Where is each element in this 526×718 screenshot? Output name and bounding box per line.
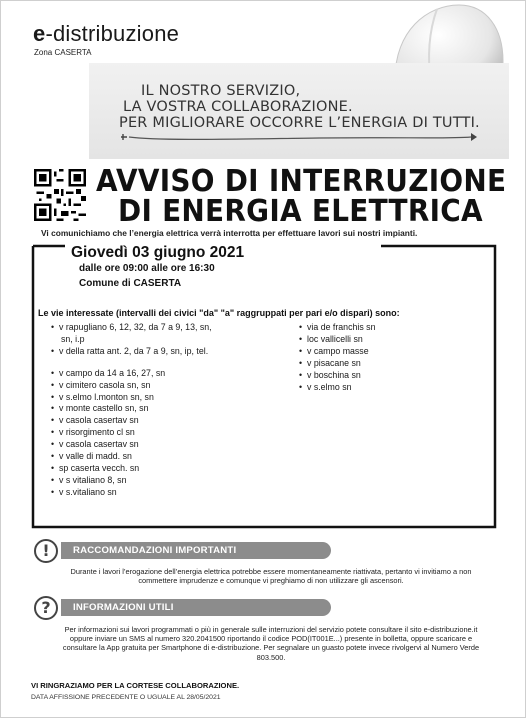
informazioni-text: Per informazioni sui lavori programmati o più in generale sulle interruzioni del servizio potete consultare il sito e-distribuzione.it oppure inviare un SMS al numero 320.2041500 riportando il codice POD(IT001E...) presente in bolletta, oppure scaricare e consultare la App gratuita per Smartphone di e-distribuzione. Per segnalare un guasto potete invece rivolgervi al Numero Verde 803.500. — [62, 625, 480, 662]
comune-label: Comune di CASERTA — [79, 278, 182, 289]
slogan-line-2: LA VOSTRA COLLABORAZIONE. — [123, 99, 353, 115]
streets-list-left — [51, 322, 296, 499]
list-item: • v campo masse — [299, 346, 479, 358]
list-item: • v della ratta ant. 2, da 7 a 9, sn, ip, tel. — [51, 346, 296, 358]
list-item: • v casola casertav sn — [51, 415, 296, 427]
list-item: • v cimitero casola sn, sn — [51, 380, 296, 392]
list-item: • v campo da 14 a 16, 27, sn — [51, 368, 296, 380]
slogan-line-1: IL NOSTRO SERVIZIO, — [141, 83, 301, 99]
list-item: • via de franchis sn — [299, 322, 479, 334]
brand-logo: e-distribuzione — [33, 21, 180, 46]
list-item: sn, i.p — [61, 333, 85, 344]
plug-cable-icon — [119, 129, 479, 141]
affix-date-text: DATA AFFISSIONE PRECEDENTE O UGUALE AL 28/05/2021 — [31, 694, 221, 701]
slogan-line-3: PER MIGLIORARE OCCORRE L’ENERGIA DI TUTTI. — [119, 115, 480, 131]
raccomandazioni-text: Durante i lavori l’erogazione dell’energia elettrica potrebbe essere momentaneamente riattivata, pertanto vi invitiamo a non commettere imprudenze e comunque vi preghiamo di non utilizzare gli ascensori. — [70, 567, 472, 586]
interruption-date: Giovedì 03 giugno 2021 — [71, 244, 245, 261]
list-item: • v boschina sn — [299, 370, 479, 382]
streets-list-right — [299, 322, 479, 393]
qr-code-icon — [34, 169, 86, 221]
streets-heading: Le vie interessate (intervalli dei civici "da" "a" raggruppati per pari e/o dispari) sono: — [38, 308, 400, 318]
notice-title-line-2: DI ENERGIA ELETTRICA — [118, 194, 483, 229]
warning-icon: ! — [34, 539, 58, 563]
list-item: • v s.vitaliano sn — [51, 487, 296, 499]
list-item: • loc vallicelli sn — [299, 334, 479, 346]
list-item: • v monte castello sn, sn — [51, 403, 296, 415]
list-item: • v valle di madd. sn — [51, 451, 296, 463]
thanks-text: VI RINGRAZIAMO PER LA CORTESE COLLABORAZIONE. — [31, 681, 240, 690]
zona-label: Zona CASERTA — [34, 48, 92, 57]
notice-title-line-1: AVVISO DI INTERRUZIONE — [96, 164, 507, 199]
list-item: • sp caserta vecch. sn — [51, 463, 296, 475]
list-item: • v pisacane sn — [299, 358, 479, 370]
list-item: • v casola casertav sn — [51, 439, 296, 451]
interruption-hours: dalle ore 09:00 alle ore 16:30 — [79, 263, 215, 274]
intro-text: Vi comunichiamo che l’energia elettrica verrà interrotta per effettuare lavori sui nostri impianti. — [41, 228, 418, 238]
info-question-icon: ? — [34, 596, 58, 620]
raccomandazioni-heading: RACCOMANDAZIONI IMPORTANTI — [61, 542, 331, 559]
list-item: • v rapugliano 6, 12, 32, da 7 a 9, 13, sn, — [51, 322, 296, 334]
list-item: • v s vitaliano 8, sn — [51, 475, 296, 487]
list-item: • v s.elmo sn — [299, 382, 479, 394]
list-item: • v risorgimento cl sn — [51, 427, 296, 439]
list-item: • v s.elmo l.monton sn, sn — [51, 392, 296, 404]
informazioni-heading: INFORMAZIONI UTILI — [61, 599, 331, 616]
